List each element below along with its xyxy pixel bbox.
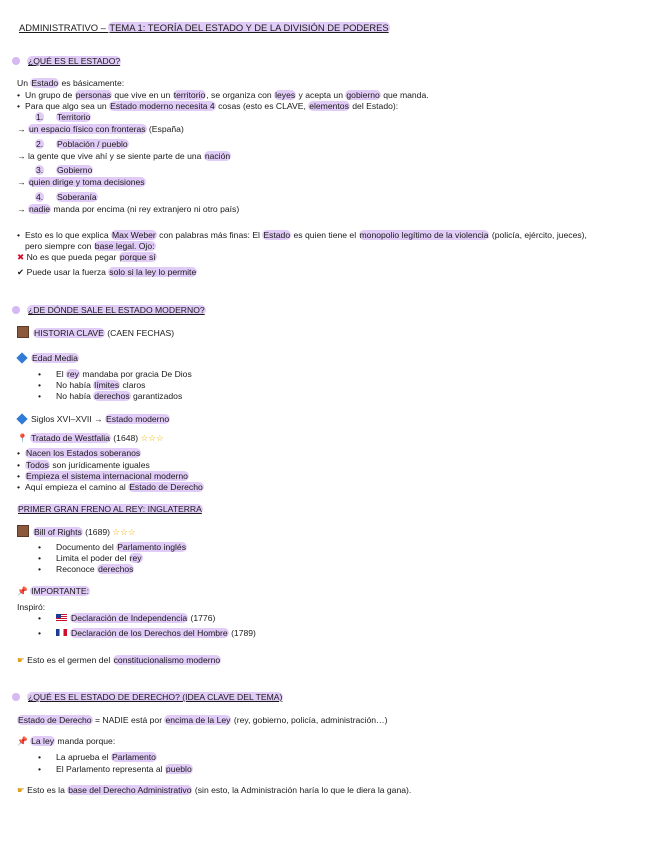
element-label	[56, 165, 93, 176]
text: que vive en un	[112, 90, 173, 100]
text: , se organiza con	[206, 90, 275, 100]
check-icon: ✔	[17, 268, 25, 278]
text: Estado	[263, 230, 291, 240]
text: Reconoce	[56, 564, 98, 574]
text: la gente que vive ahí y se siente parte de una	[27, 151, 204, 161]
list-item	[38, 628, 256, 639]
text: No había	[56, 380, 94, 390]
ley-line	[17, 736, 115, 748]
text: 4.	[36, 192, 44, 202]
weber-line	[17, 230, 587, 241]
element-num	[35, 112, 44, 123]
text: pero siempre con	[25, 241, 94, 251]
text: Un grupo de	[25, 90, 75, 100]
list-item	[17, 460, 150, 471]
list-item	[17, 101, 398, 112]
element-desc	[17, 124, 184, 135]
pushpin-icon: 📌	[17, 587, 28, 597]
list-item	[17, 482, 204, 493]
list-item	[38, 553, 143, 564]
bill-line	[17, 525, 136, 539]
text: Parlamento	[111, 752, 156, 762]
text: territorio	[173, 90, 206, 100]
text: derechos	[94, 391, 130, 401]
france-flag-icon	[56, 629, 67, 636]
element-desc	[17, 204, 239, 215]
text: cosas (esto es CLAVE,	[215, 101, 309, 111]
text: PRIMER GRAN FRENO AL REY: INGLATERRA	[18, 504, 202, 514]
text: (policía, ejército, jueces),	[489, 230, 587, 240]
list-item	[38, 391, 182, 402]
pin-icon: 📍	[17, 434, 28, 444]
element-label	[56, 139, 129, 150]
text: Declaración de Independencia	[71, 613, 188, 623]
list-item	[38, 764, 193, 775]
list-item	[38, 380, 145, 391]
text: La ley	[31, 736, 55, 746]
text: manda por encima (ni rey extranjero ni otro país)	[51, 204, 240, 214]
text: 2.	[36, 139, 44, 149]
list-item	[17, 448, 141, 459]
us-flag-icon	[56, 614, 67, 621]
list-item	[38, 542, 187, 553]
pushpin-icon: 📌	[17, 737, 28, 747]
element-num	[35, 192, 44, 203]
text: del Estado):	[349, 101, 399, 111]
text: (1648)	[110, 433, 141, 443]
text: base legal. Ojo:	[94, 241, 155, 251]
text: La aprueba el	[56, 752, 111, 762]
text: Inspiró:	[17, 602, 46, 612]
bullet-dot-icon	[12, 693, 20, 701]
text: Todos	[26, 460, 49, 470]
list-item	[17, 471, 189, 482]
element-num	[35, 165, 44, 176]
text: IMPORTANTE:	[31, 586, 90, 596]
text: manda porque:	[55, 736, 116, 746]
text: rey	[129, 553, 142, 563]
text: constitucionalismo moderno	[113, 655, 221, 665]
list-item	[17, 90, 429, 101]
text: personas	[75, 90, 112, 100]
text: Parlamento inglés	[117, 542, 186, 552]
text: (1689)	[82, 527, 113, 537]
text: nación	[204, 151, 231, 161]
text: 1.	[36, 112, 44, 122]
list-item	[38, 613, 215, 624]
text: No había	[56, 391, 94, 401]
text: con palabras más finas: El	[156, 230, 263, 240]
section-heading-derecho	[12, 692, 283, 703]
text: Documento del	[56, 542, 117, 552]
bullet-icon: •	[38, 391, 42, 401]
element-label	[56, 192, 98, 203]
text: Soberanía	[57, 192, 97, 202]
text: El Parlamento representa al	[56, 764, 165, 774]
bullet-icon: •	[38, 628, 42, 638]
text: que manda.	[380, 90, 429, 100]
text: Estado moderno necesita 4	[110, 101, 215, 111]
text: elementos	[309, 101, 349, 111]
text: porque sí	[119, 252, 156, 262]
text: nadie	[28, 204, 51, 214]
bullet-dot-icon	[12, 306, 20, 314]
text: Declaración de los Derechos del Hombre	[71, 628, 228, 638]
list-item	[38, 564, 134, 575]
text: Puede usar la fuerza	[26, 267, 109, 277]
text: garantizados	[130, 391, 183, 401]
text: 3.	[36, 165, 44, 175]
text: Esto es la	[27, 785, 68, 795]
text: (sin esto, la Administración haría lo que le diera la gana).	[192, 785, 412, 795]
text: Empieza el sistema internacional moderno	[26, 471, 188, 481]
heading-text: ¿DE DÓNDE SALE EL ESTADO MODERNO?	[28, 305, 205, 315]
text: Gobierno	[57, 165, 93, 175]
text: son jurídicamente iguales	[49, 460, 150, 470]
text: Limita el poder del	[56, 553, 129, 563]
intro-b: Estado	[31, 78, 59, 88]
diamond-icon	[16, 413, 27, 424]
weber-line-2	[25, 241, 156, 252]
text: El	[56, 369, 67, 379]
siglos-line	[17, 414, 170, 425]
text: quien dirige y toma decisiones	[28, 177, 145, 187]
text: pueblo	[165, 764, 192, 774]
arrow-icon: →	[17, 177, 26, 187]
bullet-icon: •	[17, 471, 21, 481]
intro-c: es básicamente:	[59, 78, 125, 88]
heading-text: ¿QUÉ ES EL ESTADO?	[28, 56, 121, 66]
arrow-icon: →	[91, 414, 106, 424]
text: HISTORIA CLAVE	[34, 328, 104, 338]
freno-heading	[17, 504, 203, 515]
stars-icon: ☆☆☆	[112, 528, 136, 538]
text: Estado de Derecho	[18, 715, 92, 725]
bullet-icon: •	[17, 460, 21, 470]
cross-icon: ✖	[17, 253, 25, 263]
text: Esto es el germen del	[27, 655, 113, 665]
text: claros	[120, 380, 146, 390]
bullet-icon: •	[17, 230, 21, 240]
pointing-hand-icon: ☛	[17, 656, 25, 666]
scroll-icon	[17, 525, 29, 537]
importante-line	[17, 586, 90, 598]
text: (1776)	[188, 613, 216, 623]
element-desc	[17, 177, 146, 188]
section-heading-estado	[12, 56, 121, 67]
diamond-icon	[16, 352, 27, 363]
text: Tratado de Westfalia	[31, 433, 110, 443]
text: leyes	[275, 90, 296, 100]
bullet-icon: •	[17, 90, 21, 100]
page-title	[19, 22, 390, 33]
text: No es que pueda pegar	[26, 252, 119, 262]
text: un espacio físico con fronteras	[28, 124, 146, 134]
text: Estado de Derecho	[129, 482, 203, 492]
bullet-icon: •	[38, 564, 42, 574]
text: Aquí empieza el camino al	[25, 482, 129, 492]
element-desc	[17, 151, 231, 162]
stars-icon: ☆☆☆	[140, 434, 164, 444]
text: (España)	[146, 124, 184, 134]
text: Estado moderno	[106, 414, 170, 424]
text: límites	[94, 380, 120, 390]
text: encima de la Ley	[165, 715, 231, 725]
text: y acepta un	[296, 90, 346, 100]
text: derechos	[98, 564, 134, 574]
def-line	[17, 715, 387, 726]
text: Edad Media	[32, 353, 78, 363]
text: gobierno	[346, 90, 380, 100]
text: Max Weber	[112, 230, 156, 240]
element-num	[35, 139, 44, 150]
pointing-hand-icon: ☛	[17, 786, 25, 796]
text: mandaba por gracia De Dios	[79, 369, 192, 379]
text: (1789)	[228, 628, 256, 638]
yes-line	[17, 267, 197, 279]
arrow-icon: →	[17, 204, 26, 214]
title-prefix: ADMINISTRATIVO –	[19, 22, 109, 33]
intro-line	[17, 78, 124, 89]
text: Esto es lo que explica	[25, 230, 111, 240]
base-line	[17, 785, 411, 797]
text: Nacen los Estados soberanos	[26, 448, 141, 458]
text: rey	[67, 369, 79, 379]
bullet-icon: •	[38, 752, 42, 762]
text: (CAEN FECHAS)	[104, 328, 175, 338]
text: Siglos XVI–XVII	[31, 414, 92, 424]
arrow-icon: →	[17, 124, 26, 134]
bullet-icon: •	[38, 553, 42, 563]
text: es quien tiene el	[291, 230, 359, 240]
bullet-icon: •	[38, 764, 42, 774]
section-heading-origen	[12, 305, 206, 316]
arrow-icon: →	[17, 151, 26, 161]
bullet-dot-icon	[12, 57, 20, 65]
text: = NADIE está por	[92, 715, 165, 725]
intro-a: Un	[17, 78, 31, 88]
historia-line	[17, 326, 174, 339]
no-line	[17, 252, 157, 264]
inspiro-label	[17, 602, 45, 613]
heading-text: ¿QUÉ ES EL ESTADO DE DERECHO? (IDEA CLAVE DEL TEMA)	[28, 692, 283, 702]
bullet-icon: •	[38, 369, 42, 379]
bullet-icon: •	[38, 542, 42, 552]
germen-line	[17, 655, 221, 667]
text: Territorio	[57, 112, 91, 122]
text: monopolio legítimo de la violencia	[359, 230, 489, 240]
bullet-icon: •	[38, 613, 42, 623]
list-item	[38, 369, 192, 380]
text: (rey, gobierno, policía, administración…)	[231, 715, 388, 725]
text: Población / pueblo	[57, 139, 128, 149]
edad-line	[17, 353, 79, 364]
text: Bill of Rights	[34, 527, 82, 537]
text: solo si la ley lo permite	[109, 267, 197, 277]
title-main: TEMA 1: TEORÍA DEL ESTADO Y DE LA DIVISIÓN DE PODERES	[109, 22, 389, 33]
text: Para que algo sea un	[25, 101, 110, 111]
element-label	[56, 112, 91, 123]
text: base del Derecho Administrativo	[68, 785, 192, 795]
bullet-icon: •	[17, 448, 21, 458]
scroll-icon	[17, 326, 29, 338]
bullet-icon: •	[17, 482, 21, 492]
bullet-icon: •	[17, 101, 21, 111]
westfalia-line	[17, 433, 164, 445]
list-item	[38, 752, 157, 763]
bullet-icon: •	[38, 380, 42, 390]
